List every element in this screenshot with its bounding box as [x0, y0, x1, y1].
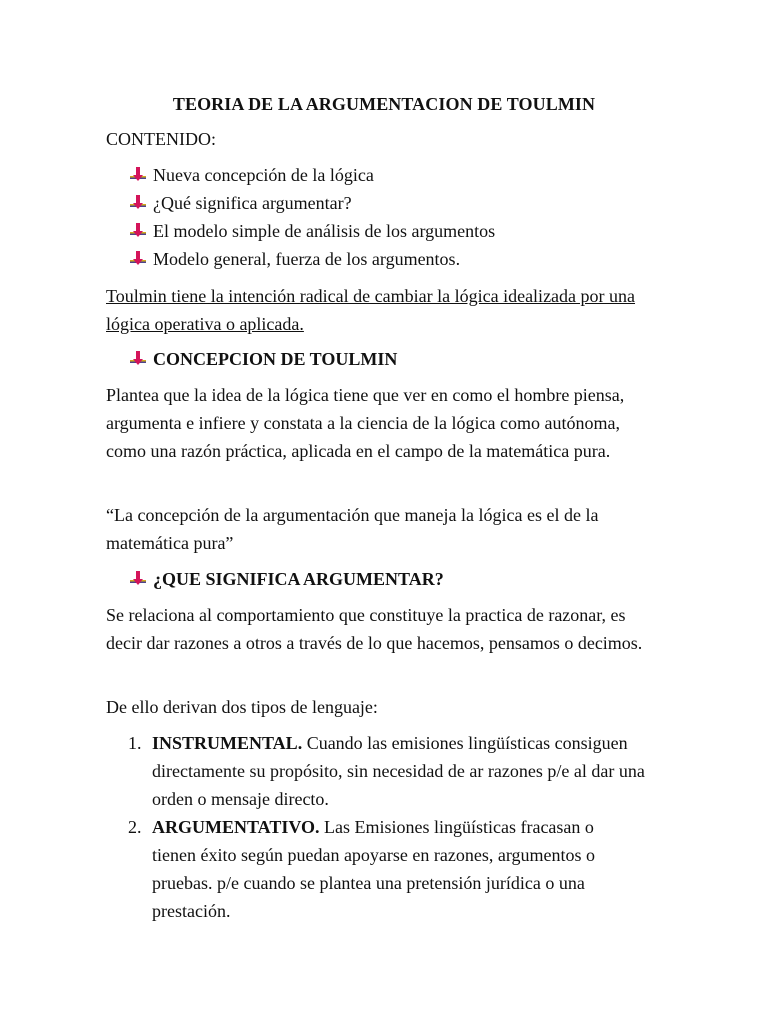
contenido-item-text: Modelo general, fuerza de los argumentos. [153, 249, 461, 269]
arrow-bullet-icon [128, 165, 148, 185]
section-heading-text: CONCEPCION DE TOULMIN [153, 349, 398, 369]
language-type-item [128, 729, 668, 813]
argumentar-paragraph: Se relaciona al comportamiento que constituye la practica de razonar, es decir dar razones a otros a través de lo que hacemos, pensamos o decimos. [106, 605, 643, 653]
section-heading-concepcion [128, 345, 668, 373]
item-number: 1. [128, 733, 142, 753]
item-term: ARGUMENTATIVO. [152, 817, 320, 837]
item-text: Las Emisiones lingüísticas fracasan o tienen éxito según puedan apoyarse en razones, argumentos o pruebas. p/e cuando se plantea una pretensión jurídica o una prestación. [152, 817, 596, 921]
contenido-item-text: El modelo simple de análisis de los argumentos [153, 221, 496, 241]
contenido-item [128, 189, 668, 217]
section-heading-argumentar [128, 565, 668, 593]
arrow-bullet-icon [128, 193, 148, 213]
item-term: INSTRUMENTAL. [152, 733, 303, 753]
contenido-item-text: Nueva concepción de la lógica [153, 165, 374, 185]
item-text: Cuando las emisiones lingüísticas consiguen directamente su propósito, sin necesidad de ar razones p/e al dar una orden o mensaje directo. [152, 733, 645, 809]
intro-underlined-paragraph: Toulmin tiene la intención radical de cambiar la lógica idealizada por una lógica operativa o aplicada. [106, 286, 636, 334]
item-body [152, 729, 664, 813]
item-number: 2. [128, 817, 142, 837]
arrow-bullet-icon [128, 221, 148, 241]
argumentar-lead: De ello derivan dos tipos de lenguaje: [106, 697, 378, 717]
section-heading-text: ¿QUE SIGNIFICA ARGUMENTAR? [153, 569, 444, 589]
contenido-label: CONTENIDO: [106, 129, 216, 149]
contenido-item [128, 161, 668, 189]
arrow-bullet-icon [128, 349, 148, 369]
contenido-item [128, 217, 668, 245]
contenido-item [128, 245, 668, 273]
contenido-item-text: ¿Qué significa argumentar? [153, 193, 352, 213]
arrow-bullet-icon [128, 569, 148, 589]
concepcion-paragraph: Plantea que la idea de la lógica tiene que ver en como el hombre piensa, argumenta e infiere y constata a la ciencia de la lógica como autónoma, como una razón práctica, aplicada en el campo de la matemática pura. [106, 385, 625, 461]
arrow-bullet-icon [128, 249, 148, 269]
document-title: TEORIA DE LA ARGUMENTACION DE TOULMIN [172, 94, 596, 114]
concepcion-quote: “La concepción de la argumentación que maneja la lógica es el de la matemática pura” [106, 505, 599, 553]
item-body [152, 813, 622, 925]
language-type-item [128, 813, 668, 925]
